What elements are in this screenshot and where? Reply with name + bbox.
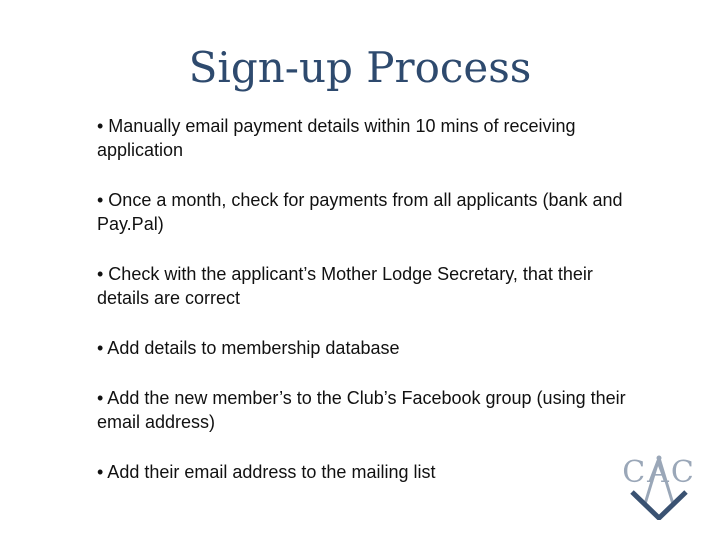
bullet-item: • Once a month, check for payments from all applicants (bank and Pay.Pal) xyxy=(97,190,623,234)
bullet-item: • Add their email address to the mailing list xyxy=(97,462,436,482)
bullet-item: • Manually email payment details within 10 mins of receiving application xyxy=(97,116,576,160)
logo-text: CAC xyxy=(622,455,696,490)
slide-title: Sign-up Process xyxy=(188,43,532,92)
bullet-item: • Check with the applicant’s Mother Lodge Secretary, that their details are correct xyxy=(97,264,593,308)
bullet-item: • Add details to membership database xyxy=(97,338,400,358)
bullet-list xyxy=(97,114,627,510)
bullet-item: • Add the new member’s to the Club’s Facebook group (using their email address) xyxy=(97,388,626,432)
cac-logo xyxy=(618,452,700,520)
